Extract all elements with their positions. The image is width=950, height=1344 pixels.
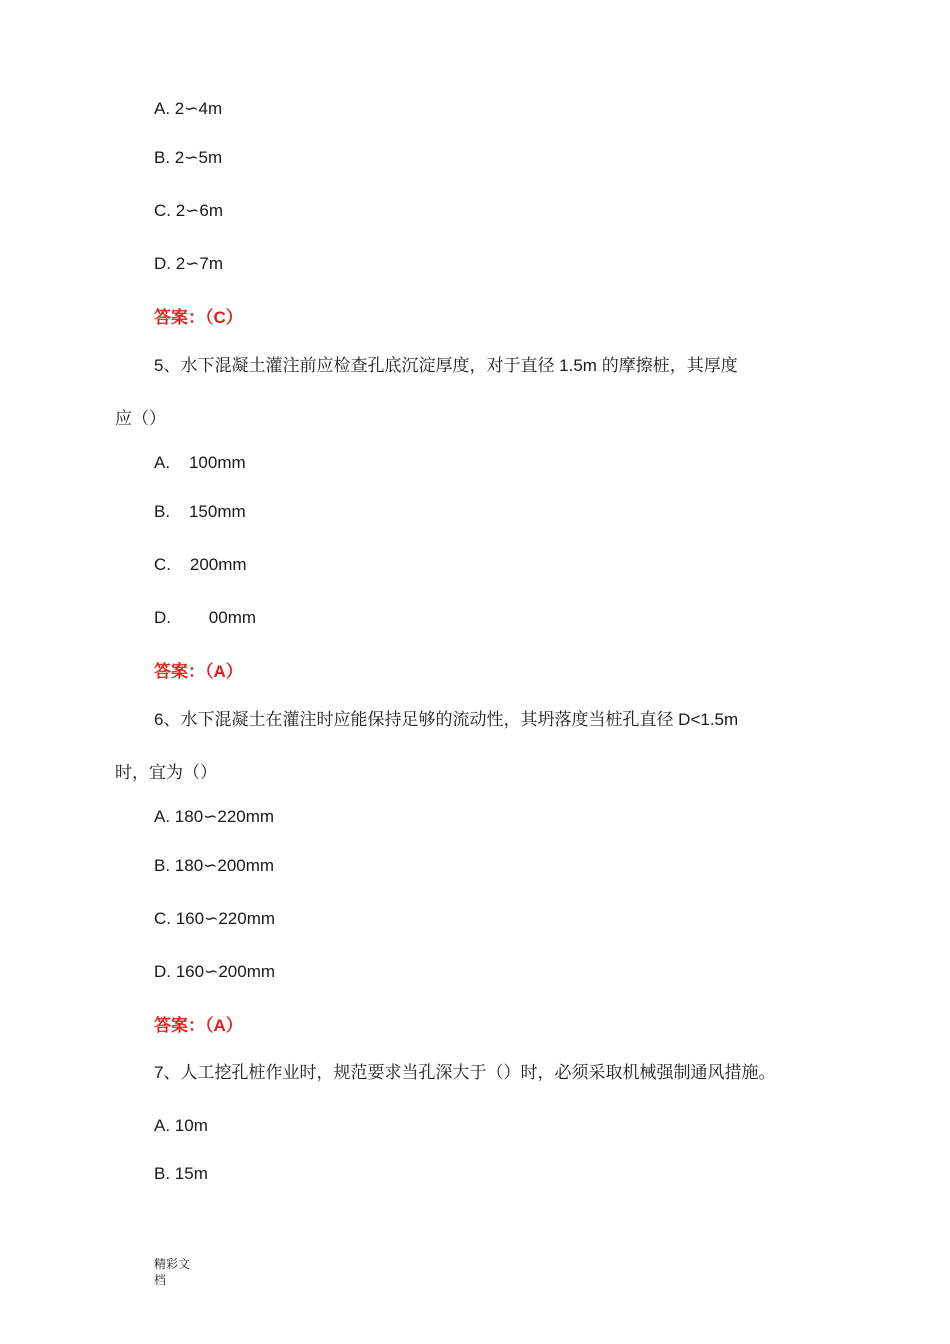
q4-option-a: A. 2∽4m <box>154 99 223 118</box>
footer-line1: 精彩文 <box>154 1257 191 1271</box>
q7-option-b: B. 15m <box>154 1164 208 1183</box>
q5-option-d: D. 00mm <box>154 608 257 627</box>
q5-option-c: C. 200mm <box>154 555 247 574</box>
q6-stem-line2: 时，宜为（） <box>115 763 217 782</box>
q4-answer: 答案：（C） <box>154 308 243 327</box>
q6-answer: 答案：（A） <box>154 1016 243 1035</box>
q6-option-a: A. 180∽220mm <box>154 807 275 826</box>
q7-stem-line1: 7、人工挖孔桩作业时，规范要求当孔深大于（）时，必须采取机械强制通风措施。 <box>154 1063 776 1082</box>
q4-option-d: D. 2∽7m <box>154 254 224 273</box>
q5-stem-line2: 应（） <box>115 409 166 428</box>
q5-option-b: B. 150mm <box>154 502 246 521</box>
q7-option-a: A. 10m <box>154 1116 208 1135</box>
q6-option-c: C. 160∽220mm <box>154 909 276 928</box>
q6-stem-line1: 6、水下混凝土在灌注时应能保持足够的流动性，其坍落度当桩孔直径 D<1.5m <box>154 710 739 729</box>
q5-option-a: A. 100mm <box>154 453 246 472</box>
q4-option-c: C. 2∽6m <box>154 201 224 220</box>
footer-line2: 档 <box>154 1273 167 1287</box>
q5-stem-line1: 5、水下混凝土灌注前应检查孔底沉淀厚度，对于直径 1.5m 的摩擦桩，其厚度 <box>154 356 738 375</box>
q6-option-d: D. 160∽200mm <box>154 962 276 981</box>
q5-answer: 答案：（A） <box>154 662 243 681</box>
q6-option-b: B. 180∽200mm <box>154 856 275 875</box>
q4-option-b: B. 2∽5m <box>154 148 223 167</box>
